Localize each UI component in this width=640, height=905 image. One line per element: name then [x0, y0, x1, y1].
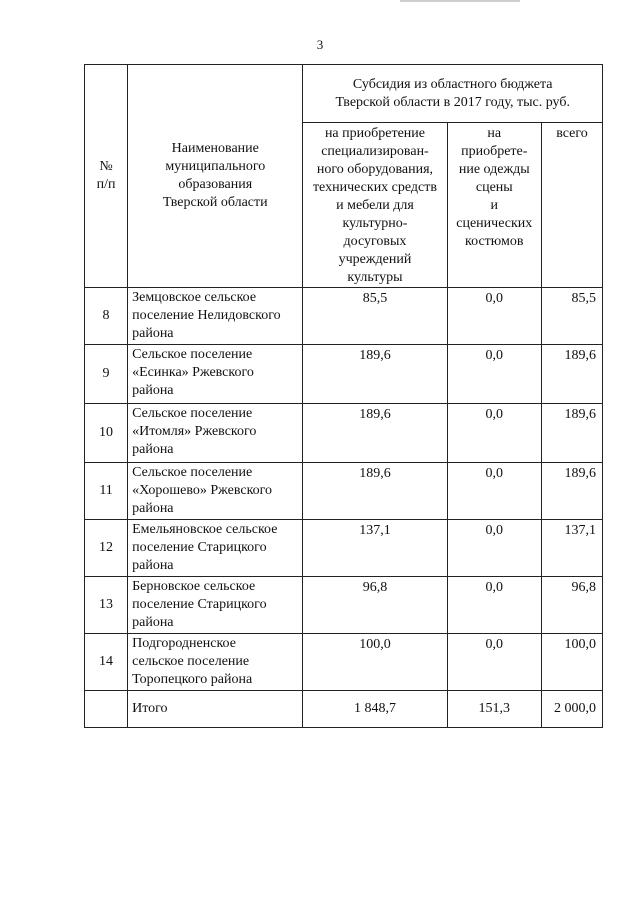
equipment-value: 85,5: [303, 288, 447, 345]
costumes-value: 0,0: [447, 463, 542, 520]
table-row: [85, 463, 603, 520]
equipment-value: 189,6: [303, 345, 447, 404]
row-number: 12: [85, 520, 128, 577]
total-label: Итого: [128, 691, 303, 728]
header-num: № п/п: [85, 65, 128, 288]
municipality-name: Земцовское сельское поселение Нелидовского района: [128, 288, 303, 345]
subsidy-table: [84, 64, 603, 728]
total-row-number-empty: [85, 691, 128, 728]
row-number: 14: [85, 634, 128, 691]
equipment-value: 137,1: [303, 520, 447, 577]
grand-total-value: 2 000,0: [542, 691, 603, 728]
header-equipment: на приобретение специализирован- ного оборудования, технических средств и мебели для культурно- досуговых учреждений культуры: [303, 123, 447, 288]
municipality-name: Сельское поселение «Есинка» Ржевского района: [128, 345, 303, 404]
total-value: 189,6: [542, 345, 603, 404]
header-costumes: на приобрете- ние одежды сцены и сценических костюмов: [447, 123, 542, 288]
costumes-value: 0,0: [447, 520, 542, 577]
municipality-name: Берновское сельское поселение Старицкого района: [128, 577, 303, 634]
total-equipment-value: 1 848,7: [303, 691, 447, 728]
costumes-value: 0,0: [447, 577, 542, 634]
municipality-name: Сельское поселение «Хорошево» Ржевского района: [128, 463, 303, 520]
row-number: 9: [85, 345, 128, 404]
total-value: 137,1: [542, 520, 603, 577]
total-value: 189,6: [542, 463, 603, 520]
municipality-name: Емельяновское сельское поселение Старицкого района: [128, 520, 303, 577]
row-number: 11: [85, 463, 128, 520]
total-value: 100,0: [542, 634, 603, 691]
header-municipality: Наименование муниципального образования Тверской области: [128, 65, 303, 288]
costumes-value: 0,0: [447, 288, 542, 345]
municipality-name: Сельское поселение «Итомля» Ржевского района: [128, 404, 303, 463]
row-number: 8: [85, 288, 128, 345]
row-number: 10: [85, 404, 128, 463]
row-number: 13: [85, 577, 128, 634]
equipment-value: 189,6: [303, 404, 447, 463]
total-row: [85, 691, 603, 728]
equipment-value: 100,0: [303, 634, 447, 691]
table-row: [85, 634, 603, 691]
header-subsidy: Субсидия из областного бюджета Тверской области в 2017 году, тыс. руб.: [303, 65, 603, 123]
table-row: [85, 520, 603, 577]
page-number: 3: [316, 37, 324, 52]
municipality-name: Подгородненское сельское поселение Торопецкого района: [128, 634, 303, 691]
costumes-value: 0,0: [447, 634, 542, 691]
equipment-value: 189,6: [303, 463, 447, 520]
table-row: [85, 288, 603, 345]
header-total: всего: [542, 123, 603, 288]
total-value: 96,8: [542, 577, 603, 634]
equipment-value: 96,8: [303, 577, 447, 634]
table-row: [85, 577, 603, 634]
table-row: [85, 404, 603, 463]
total-value: 85,5: [542, 288, 603, 345]
costumes-value: 0,0: [447, 404, 542, 463]
total-value: 189,6: [542, 404, 603, 463]
costumes-value: 0,0: [447, 345, 542, 404]
total-costumes-value: 151,3: [447, 691, 542, 728]
scan-edge-mark: [400, 0, 520, 2]
table-row: [85, 345, 603, 404]
